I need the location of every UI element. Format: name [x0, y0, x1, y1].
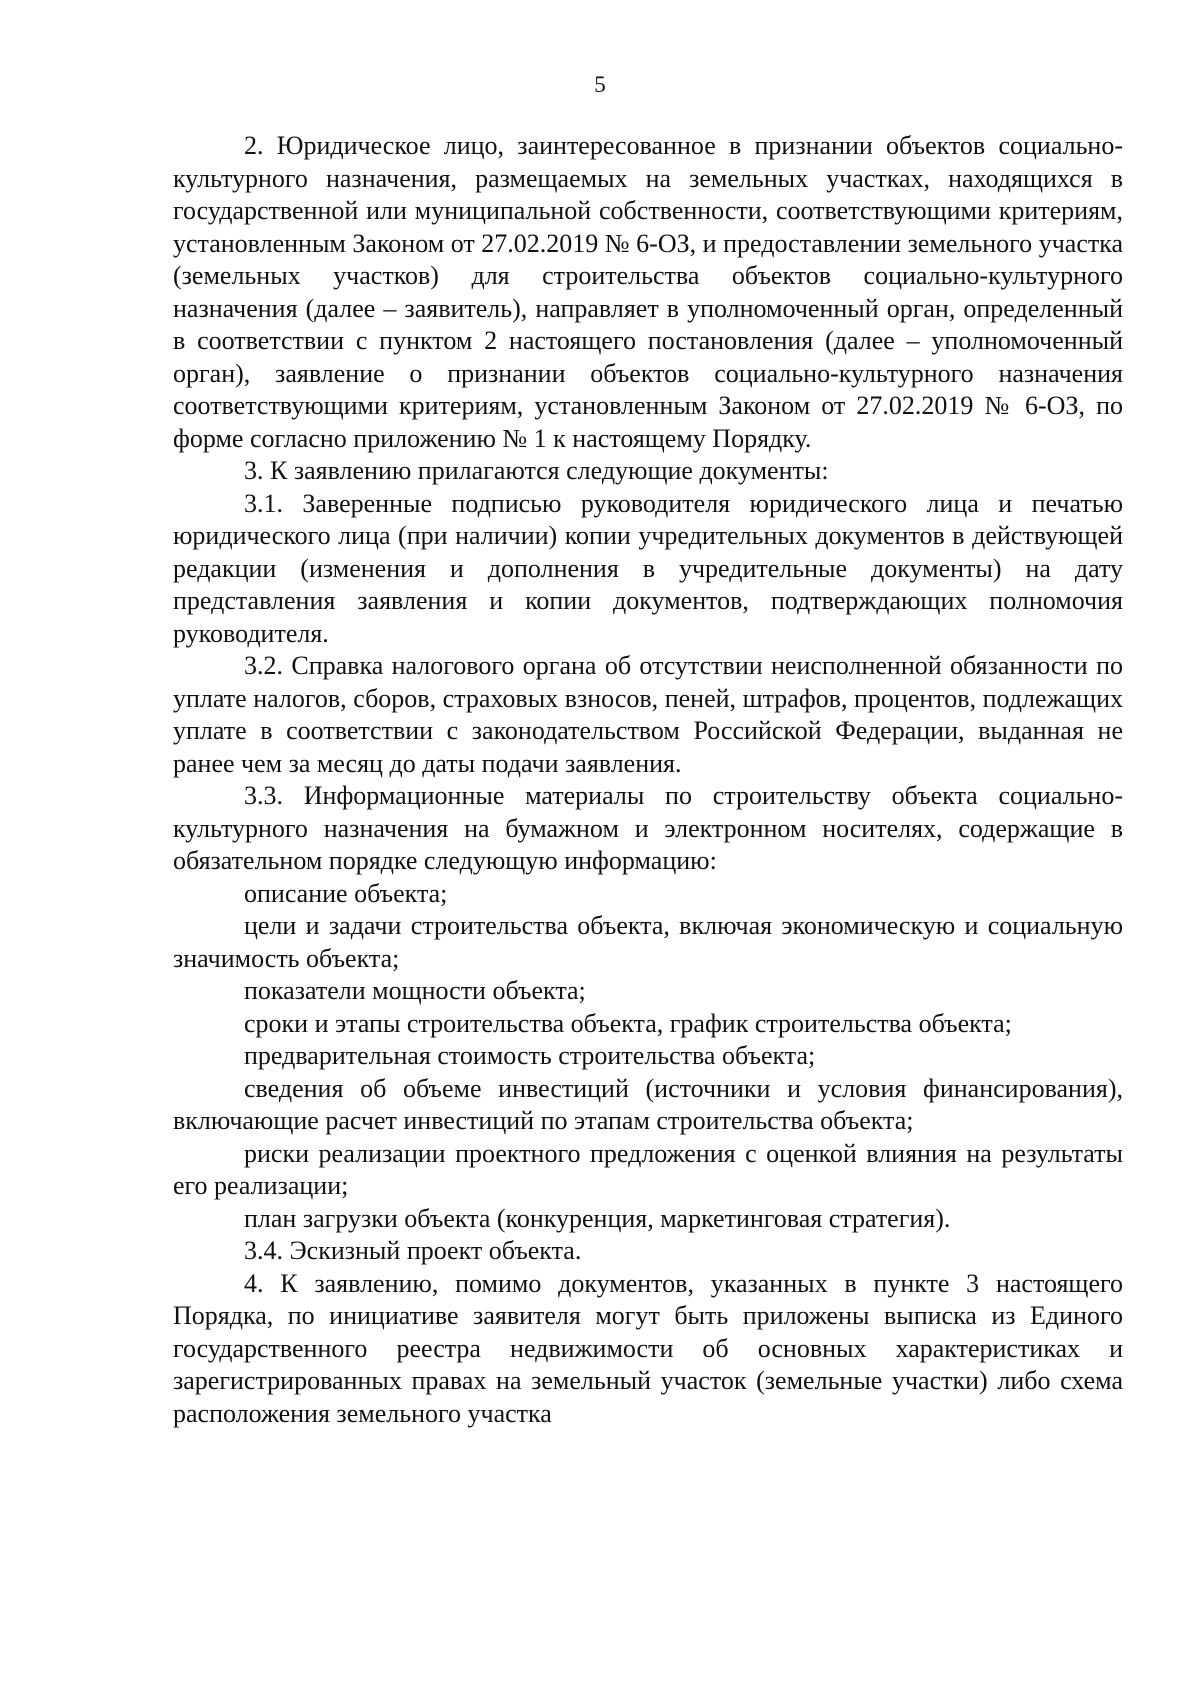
page-number: 5 [594, 72, 606, 97]
list-item-load-plan: план загрузки объекта (конкуренция, маркетинговая стратегия). [244, 1203, 951, 1233]
document-body [173, 130, 1123, 1430]
list-item-schedule: сроки и этапы строительства объекта, график строительства объекта; [244, 1008, 1012, 1038]
paragraph-3-4: 3.4. Эскизный проект объекта. [244, 1236, 582, 1265]
list-item-risks: риски реализации проектного предложения с оценкой влияния на результаты его реализации; [173, 1138, 1123, 1200]
paragraph-3-3: 3.3. Информационные материалы по строительству объекта социально-культурного назначения на бумажном и электронном носителях, содержащие в обязательном порядке следующую информацию: [173, 781, 1123, 875]
paragraph-3-1: 3.1. Заверенные подписью руководителя юридического лица и печатью юридического лица (при наличии) копии учредительных документов в действующей редакции (изменения и дополнения в учредительные документы) на дату представления заявления и копии документов, подтверждающих полномочия руководителя. [173, 488, 1123, 648]
paragraph-4: 4. К заявлению, помимо документов, указанных в пункте 3 настоящего Порядка, по инициативе заявителя могут быть приложены выписка из Единого государственного реестра недвижимости об основных характеристиках и зарегистрированных правах на земельный участок (земельные участки) либо схема расположения земельного участка [173, 1268, 1123, 1428]
list-item-goals: цели и задачи строительства объекта, включая экономическую и социальную значимость объекта; [173, 911, 1123, 973]
paragraph-3: 3. К заявлению прилагаются следующие документы: [244, 456, 829, 485]
paragraph-3-2: 3.2. Справка налогового органа об отсутствии неисполненной обязанности по уплате налогов, сборов, страховых взносов, пеней, штрафов, процентов, подлежащих уплате в соответствии с законодательством Российской Федерации, выданная не ранее чем за месяц до даты подачи заявления. [173, 651, 1123, 778]
list-item-cost: предварительная стоимость строительства объекта; [244, 1041, 816, 1070]
list-item-object-description: описание объекта; [244, 878, 448, 908]
paragraph-2: 2. Юридическое лицо, заинтересованное в признании объектов социально-культурного назначения, размещаемых на земельных участках, находящихся в государственной или муниципальной собственности, соответствующими критериям, установленным Законом от 27.02.2019 № 6-ОЗ, и предоставлении земельного участка (земельных участков) для строительства объектов социально-культурного назначения (далее – заявитель), направляет в уполномоченный орган, определенный в соответствии с пунктом 2 настоящего постановления (далее – уполномоченный орган), заявление о признании объектов социально-культурного назначения соответствующими критериям, установленным Законом от 27.02.2019 № 6-ОЗ, по форме согласно приложению № 1 к настоящему Порядку. [173, 131, 1123, 453]
list-item-investments: сведения об объеме инвестиций (источники и условия финансирования), включающие расчет инвестиций по этапам строительства объекта; [173, 1073, 1123, 1135]
list-item-capacity: показатели мощности объекта; [244, 976, 586, 1005]
